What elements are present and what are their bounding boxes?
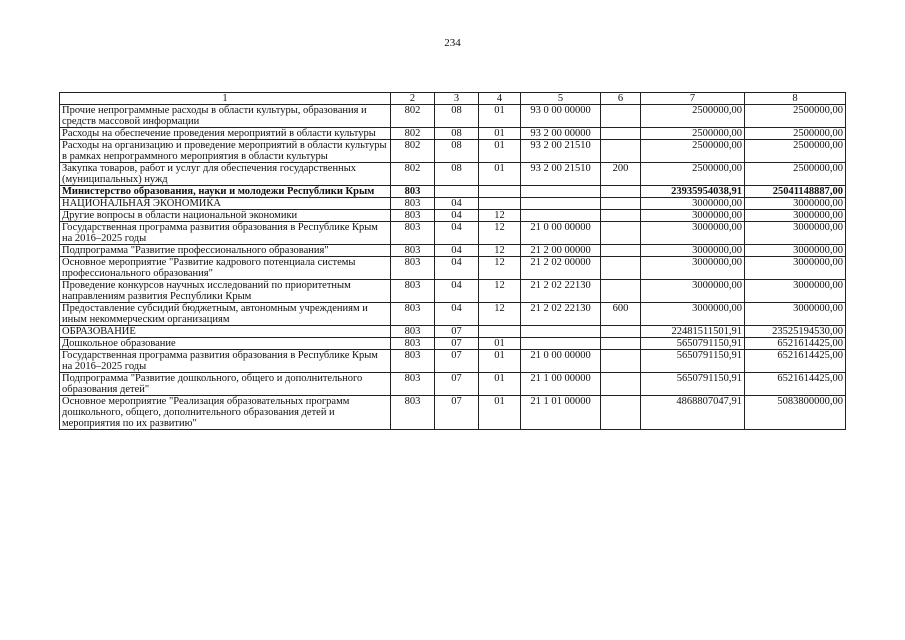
row-expense-type (601, 338, 641, 350)
row-expense-type (601, 222, 641, 245)
row-subsection (479, 326, 521, 338)
row-admin-code: 802 (391, 128, 435, 140)
row-section: 08 (435, 140, 479, 163)
row-target-code (521, 326, 601, 338)
row-amount-col7: 2500000,00 (641, 163, 745, 186)
row-expense-type (601, 210, 641, 222)
row-description: Другие вопросы в области национальной экономики (60, 210, 391, 222)
row-subsection: 12 (479, 303, 521, 326)
row-amount-col7: 5650791150,91 (641, 350, 745, 373)
row-target-code: 93 2 00 21510 (521, 163, 601, 186)
row-amount-col8: 3000000,00 (745, 257, 846, 280)
row-subsection: 12 (479, 210, 521, 222)
col-header-6: 6 (601, 93, 641, 105)
row-admin-code: 803 (391, 303, 435, 326)
row-admin-code: 803 (391, 373, 435, 396)
row-expense-type (601, 326, 641, 338)
table-row (60, 257, 846, 280)
row-section (435, 186, 479, 198)
row-description: Подпрограмма "Развитие профессионального образования" (60, 245, 391, 257)
row-target-code (521, 338, 601, 350)
row-amount-col8: 3000000,00 (745, 222, 846, 245)
row-target-code: 21 1 00 00000 (521, 373, 601, 396)
row-admin-code: 803 (391, 186, 435, 198)
row-target-code: 21 2 02 00000 (521, 257, 601, 280)
row-expense-type (601, 105, 641, 128)
table-row (60, 163, 846, 186)
row-description: Дошкольное образование (60, 338, 391, 350)
row-section: 04 (435, 245, 479, 257)
page-number: 234 (444, 37, 461, 49)
row-section: 04 (435, 222, 479, 245)
row-subsection: 01 (479, 338, 521, 350)
table-row (60, 245, 846, 257)
table-row (60, 396, 846, 430)
row-description: Расходы на обеспечение проведения мероприятий в области культуры (60, 128, 391, 140)
row-target-code (521, 198, 601, 210)
row-amount-col7: 3000000,00 (641, 280, 745, 303)
row-admin-code: 803 (391, 338, 435, 350)
row-expense-type (601, 280, 641, 303)
row-admin-code: 803 (391, 350, 435, 373)
row-description: Прочие непрограммные расходы в области культуры, образования и средств массовой информации (60, 105, 391, 128)
table-row (60, 338, 846, 350)
row-subsection: 12 (479, 245, 521, 257)
row-description: Подпрограмма "Развитие дошкольного, общего и дополнительного образования детей" (60, 373, 391, 396)
row-admin-code: 803 (391, 280, 435, 303)
header-row (60, 93, 846, 105)
row-description: Государственная программа развития образования в Республике Крым на 2016–2025 годы (60, 350, 391, 373)
row-amount-col8: 2500000,00 (745, 163, 846, 186)
row-description: Основное мероприятие "Развитие кадрового потенциала системы профессионального образования" (60, 257, 391, 280)
row-expense-type: 200 (601, 163, 641, 186)
row-amount-col7: 3000000,00 (641, 222, 745, 245)
row-amount-col8: 3000000,00 (745, 303, 846, 326)
row-section: 08 (435, 105, 479, 128)
row-amount-col8: 25041148887,00 (745, 186, 846, 198)
row-admin-code: 803 (391, 257, 435, 280)
row-description: Государственная программа развития образования в Республике Крым на 2016–2025 годы (60, 222, 391, 245)
row-admin-code: 803 (391, 198, 435, 210)
col-header-1: 1 (60, 93, 391, 105)
row-amount-col7: 4868807047,91 (641, 396, 745, 430)
col-header-3: 3 (435, 93, 479, 105)
col-header-4: 4 (479, 93, 521, 105)
row-description: Расходы на организацию и проведение мероприятий в области культуры в рамках непрограммного мероприятия в области культуры (60, 140, 391, 163)
row-section: 04 (435, 303, 479, 326)
row-amount-col7: 23935954038,91 (641, 186, 745, 198)
row-subsection: 01 (479, 350, 521, 373)
table-row (60, 373, 846, 396)
row-description: Министерство образования, науки и молодежи Республики Крым (60, 186, 391, 198)
row-admin-code: 803 (391, 245, 435, 257)
row-amount-col7: 3000000,00 (641, 245, 745, 257)
row-subsection: 01 (479, 128, 521, 140)
row-section: 07 (435, 326, 479, 338)
row-section: 04 (435, 210, 479, 222)
row-subsection: 12 (479, 280, 521, 303)
row-section: 07 (435, 350, 479, 373)
table-row (60, 186, 846, 198)
row-section: 07 (435, 373, 479, 396)
row-target-code: 21 2 00 00000 (521, 245, 601, 257)
row-expense-type (601, 373, 641, 396)
row-subsection: 01 (479, 163, 521, 186)
row-amount-col8: 6521614425,00 (745, 373, 846, 396)
row-target-code (521, 186, 601, 198)
table-row (60, 326, 846, 338)
row-amount-col7: 3000000,00 (641, 303, 745, 326)
row-description: ОБРАЗОВАНИЕ (60, 326, 391, 338)
table-row (60, 280, 846, 303)
row-section: 08 (435, 128, 479, 140)
row-amount-col7: 2500000,00 (641, 140, 745, 163)
row-admin-code: 803 (391, 326, 435, 338)
table-row (60, 198, 846, 210)
row-admin-code: 802 (391, 105, 435, 128)
row-amount-col7: 2500000,00 (641, 128, 745, 140)
col-header-5: 5 (521, 93, 601, 105)
row-description: Основное мероприятие "Реализация образовательных программ дошкольного, общего, дополнительного образования детей и мероприятия по их развитию" (60, 396, 391, 430)
row-target-code: 93 0 00 00000 (521, 105, 601, 128)
row-expense-type (601, 140, 641, 163)
row-amount-col7: 5650791150,91 (641, 373, 745, 396)
row-amount-col8: 2500000,00 (745, 140, 846, 163)
row-section: 07 (435, 338, 479, 350)
row-amount-col8: 3000000,00 (745, 245, 846, 257)
row-amount-col8: 2500000,00 (745, 128, 846, 140)
row-expense-type (601, 245, 641, 257)
row-amount-col7: 3000000,00 (641, 210, 745, 222)
row-section: 04 (435, 198, 479, 210)
budget-table (59, 92, 846, 430)
row-amount-col8: 6521614425,00 (745, 338, 846, 350)
row-expense-type (601, 396, 641, 430)
row-admin-code: 802 (391, 163, 435, 186)
row-amount-col8: 23525194530,00 (745, 326, 846, 338)
table-row (60, 350, 846, 373)
row-admin-code: 802 (391, 140, 435, 163)
row-expense-type: 600 (601, 303, 641, 326)
row-expense-type (601, 128, 641, 140)
row-amount-col8: 6521614425,00 (745, 350, 846, 373)
row-amount-col7: 3000000,00 (641, 257, 745, 280)
row-description: НАЦИОНАЛЬНАЯ ЭКОНОМИКА (60, 198, 391, 210)
row-amount-col7: 22481511501,91 (641, 326, 745, 338)
row-description: Предоставление субсидий бюджетным, автономным учреждениям и иным некоммерческим организациям (60, 303, 391, 326)
row-admin-code: 803 (391, 396, 435, 430)
col-header-7: 7 (641, 93, 745, 105)
row-section: 08 (435, 163, 479, 186)
row-amount-col7: 3000000,00 (641, 198, 745, 210)
table-row (60, 210, 846, 222)
row-amount-col7: 5650791150,91 (641, 338, 745, 350)
row-description: Закупка товаров, работ и услуг для обеспечения государственных (муниципальных) нужд (60, 163, 391, 186)
row-target-code: 21 0 00 00000 (521, 350, 601, 373)
row-admin-code: 803 (391, 210, 435, 222)
row-target-code: 21 0 00 00000 (521, 222, 601, 245)
row-target-code (521, 210, 601, 222)
table-row (60, 128, 846, 140)
row-target-code: 21 2 02 22130 (521, 303, 601, 326)
row-subsection: 12 (479, 222, 521, 245)
row-amount-col8: 3000000,00 (745, 280, 846, 303)
row-expense-type (601, 350, 641, 373)
row-section: 07 (435, 396, 479, 430)
col-header-2: 2 (391, 93, 435, 105)
row-section: 04 (435, 257, 479, 280)
row-amount-col8: 3000000,00 (745, 198, 846, 210)
col-header-8: 8 (745, 93, 846, 105)
row-section: 04 (435, 280, 479, 303)
row-amount-col8: 3000000,00 (745, 210, 846, 222)
row-subsection: 01 (479, 373, 521, 396)
row-target-code: 93 2 00 21510 (521, 140, 601, 163)
row-subsection: 12 (479, 257, 521, 280)
row-subsection: 01 (479, 396, 521, 430)
row-subsection: 01 (479, 105, 521, 128)
table-row (60, 140, 846, 163)
row-target-code: 21 1 01 00000 (521, 396, 601, 430)
row-amount-col8: 5083800000,00 (745, 396, 846, 430)
row-subsection (479, 186, 521, 198)
row-subsection (479, 198, 521, 210)
table-row (60, 105, 846, 128)
row-expense-type (601, 198, 641, 210)
row-expense-type (601, 257, 641, 280)
row-description: Проведение конкурсов научных исследований по приоритетным направлениям развития Республики Крым (60, 280, 391, 303)
row-target-code: 93 2 00 00000 (521, 128, 601, 140)
table-row (60, 222, 846, 245)
row-admin-code: 803 (391, 222, 435, 245)
row-subsection: 01 (479, 140, 521, 163)
row-target-code: 21 2 02 22130 (521, 280, 601, 303)
table-row (60, 303, 846, 326)
row-amount-col8: 2500000,00 (745, 105, 846, 128)
row-amount-col7: 2500000,00 (641, 105, 745, 128)
row-expense-type (601, 186, 641, 198)
